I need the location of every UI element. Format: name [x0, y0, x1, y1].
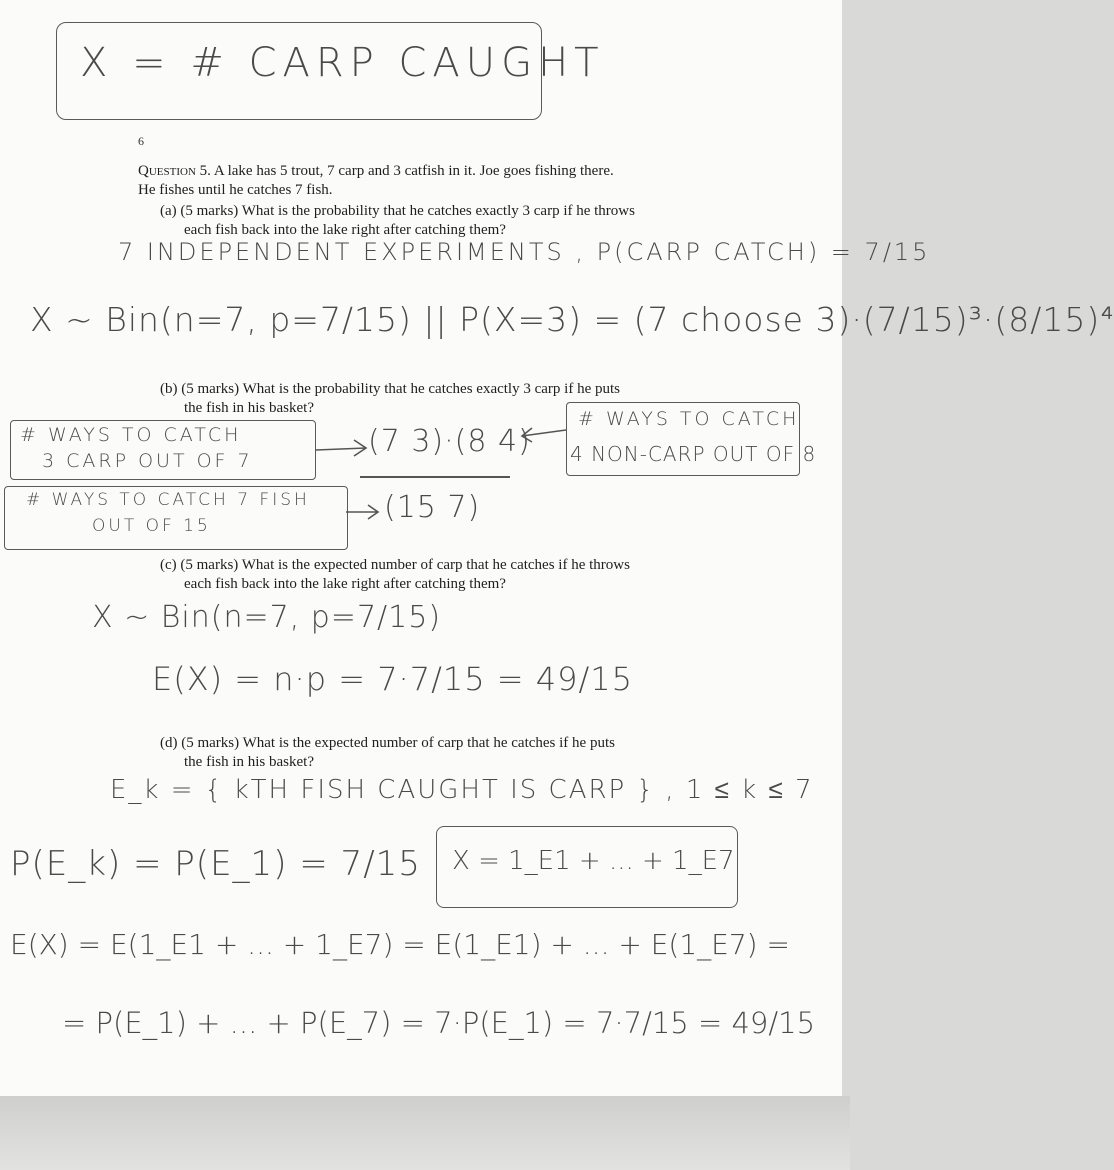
part-c-line2: each fish back into the lake right after catching them? — [184, 576, 506, 592]
part-d-prompt — [160, 734, 615, 772]
part-b-line2: the fish in his basket? — [184, 400, 314, 416]
carp-definition-text: X = # CARP CAUGHT — [80, 40, 605, 86]
part-c-handwritten-1: X ~ Bin(n=7, p=7/15) — [92, 600, 442, 635]
part-d-line1: (d) (5 marks) What is the expected number of carp that he catches if he puts — [160, 735, 615, 751]
part-d-handwritten-3: E(X) = E(1_E1 + ... + 1_E7) = E(1_E1) + ... + E(1_E7) = — [10, 928, 790, 961]
part-a-handwritten-1: 7 INDEPENDENT EXPERIMENTS , P(CARP CATCH) = 7/15 — [118, 238, 931, 266]
part-d-line2: the fish in his basket? — [184, 754, 314, 770]
question-label: Question 5. — [138, 163, 211, 179]
part-a-line1: (a) (5 marks) What is the probability that he catches exactly 3 carp if he throws — [160, 203, 635, 219]
part-c-prompt — [160, 556, 630, 594]
part-d-handwritten-1: E_k = { kTH FISH CAUGHT IS CARP } , 1 ≤ k ≤ 7 — [110, 775, 814, 805]
part-c-line1: (c) (5 marks) What is the expected number of carp that he catches if he throws — [160, 557, 630, 573]
ways-non-carp-line2: 4 NON-CARP OUT OF 8 — [570, 442, 817, 466]
part-d-handwritten-2: P(E_k) = P(E_1) = 7/15 — [10, 844, 421, 884]
indicator-sum-text: X = 1_E1 + ... + 1_E7 — [452, 846, 735, 876]
part-a-handwritten-2: X ~ Bin(n=7, p=7/15) || P(X=3) = (7 choose 3)·(7/15)³·(8/15)⁴ — [30, 300, 1114, 339]
part-b-line1: (b) (5 marks) What is the probability that he catches exactly 3 carp if he puts — [160, 381, 620, 397]
ways-3-carp-line1: # WAYS TO CATCH — [20, 424, 242, 446]
ways-3-carp-line2: 3 CARP OUT OF 7 — [42, 450, 253, 472]
question-line2: He fishes until he catches 7 fish. — [138, 182, 333, 198]
part-a-line2: each fish back into the lake right after catching them? — [184, 222, 506, 238]
hypergeometric-denominator: (15 7) — [384, 490, 481, 525]
page-number: 6 — [138, 134, 144, 148]
question-line1: A lake has 5 trout, 7 carp and 3 catfish in it. Joe goes fishing there. — [213, 163, 614, 179]
hypergeometric-numerator: (7 3)·(8 4) — [368, 424, 531, 459]
ways-7-fish-line1: # WAYS TO CATCH 7 FISH — [26, 490, 310, 510]
part-d-handwritten-4: = P(E_1) + ... + P(E_7) = 7·P(E_1) = 7·7/15 = 49/15 — [62, 1006, 816, 1040]
scanner-margin — [0, 1096, 850, 1170]
part-c-handwritten-2: E(X) = n·p = 7·7/15 = 49/15 — [152, 660, 633, 698]
ways-non-carp-line1: # WAYS TO CATCH — [578, 408, 800, 430]
ways-7-fish-line2: OUT OF 15 — [92, 516, 211, 536]
